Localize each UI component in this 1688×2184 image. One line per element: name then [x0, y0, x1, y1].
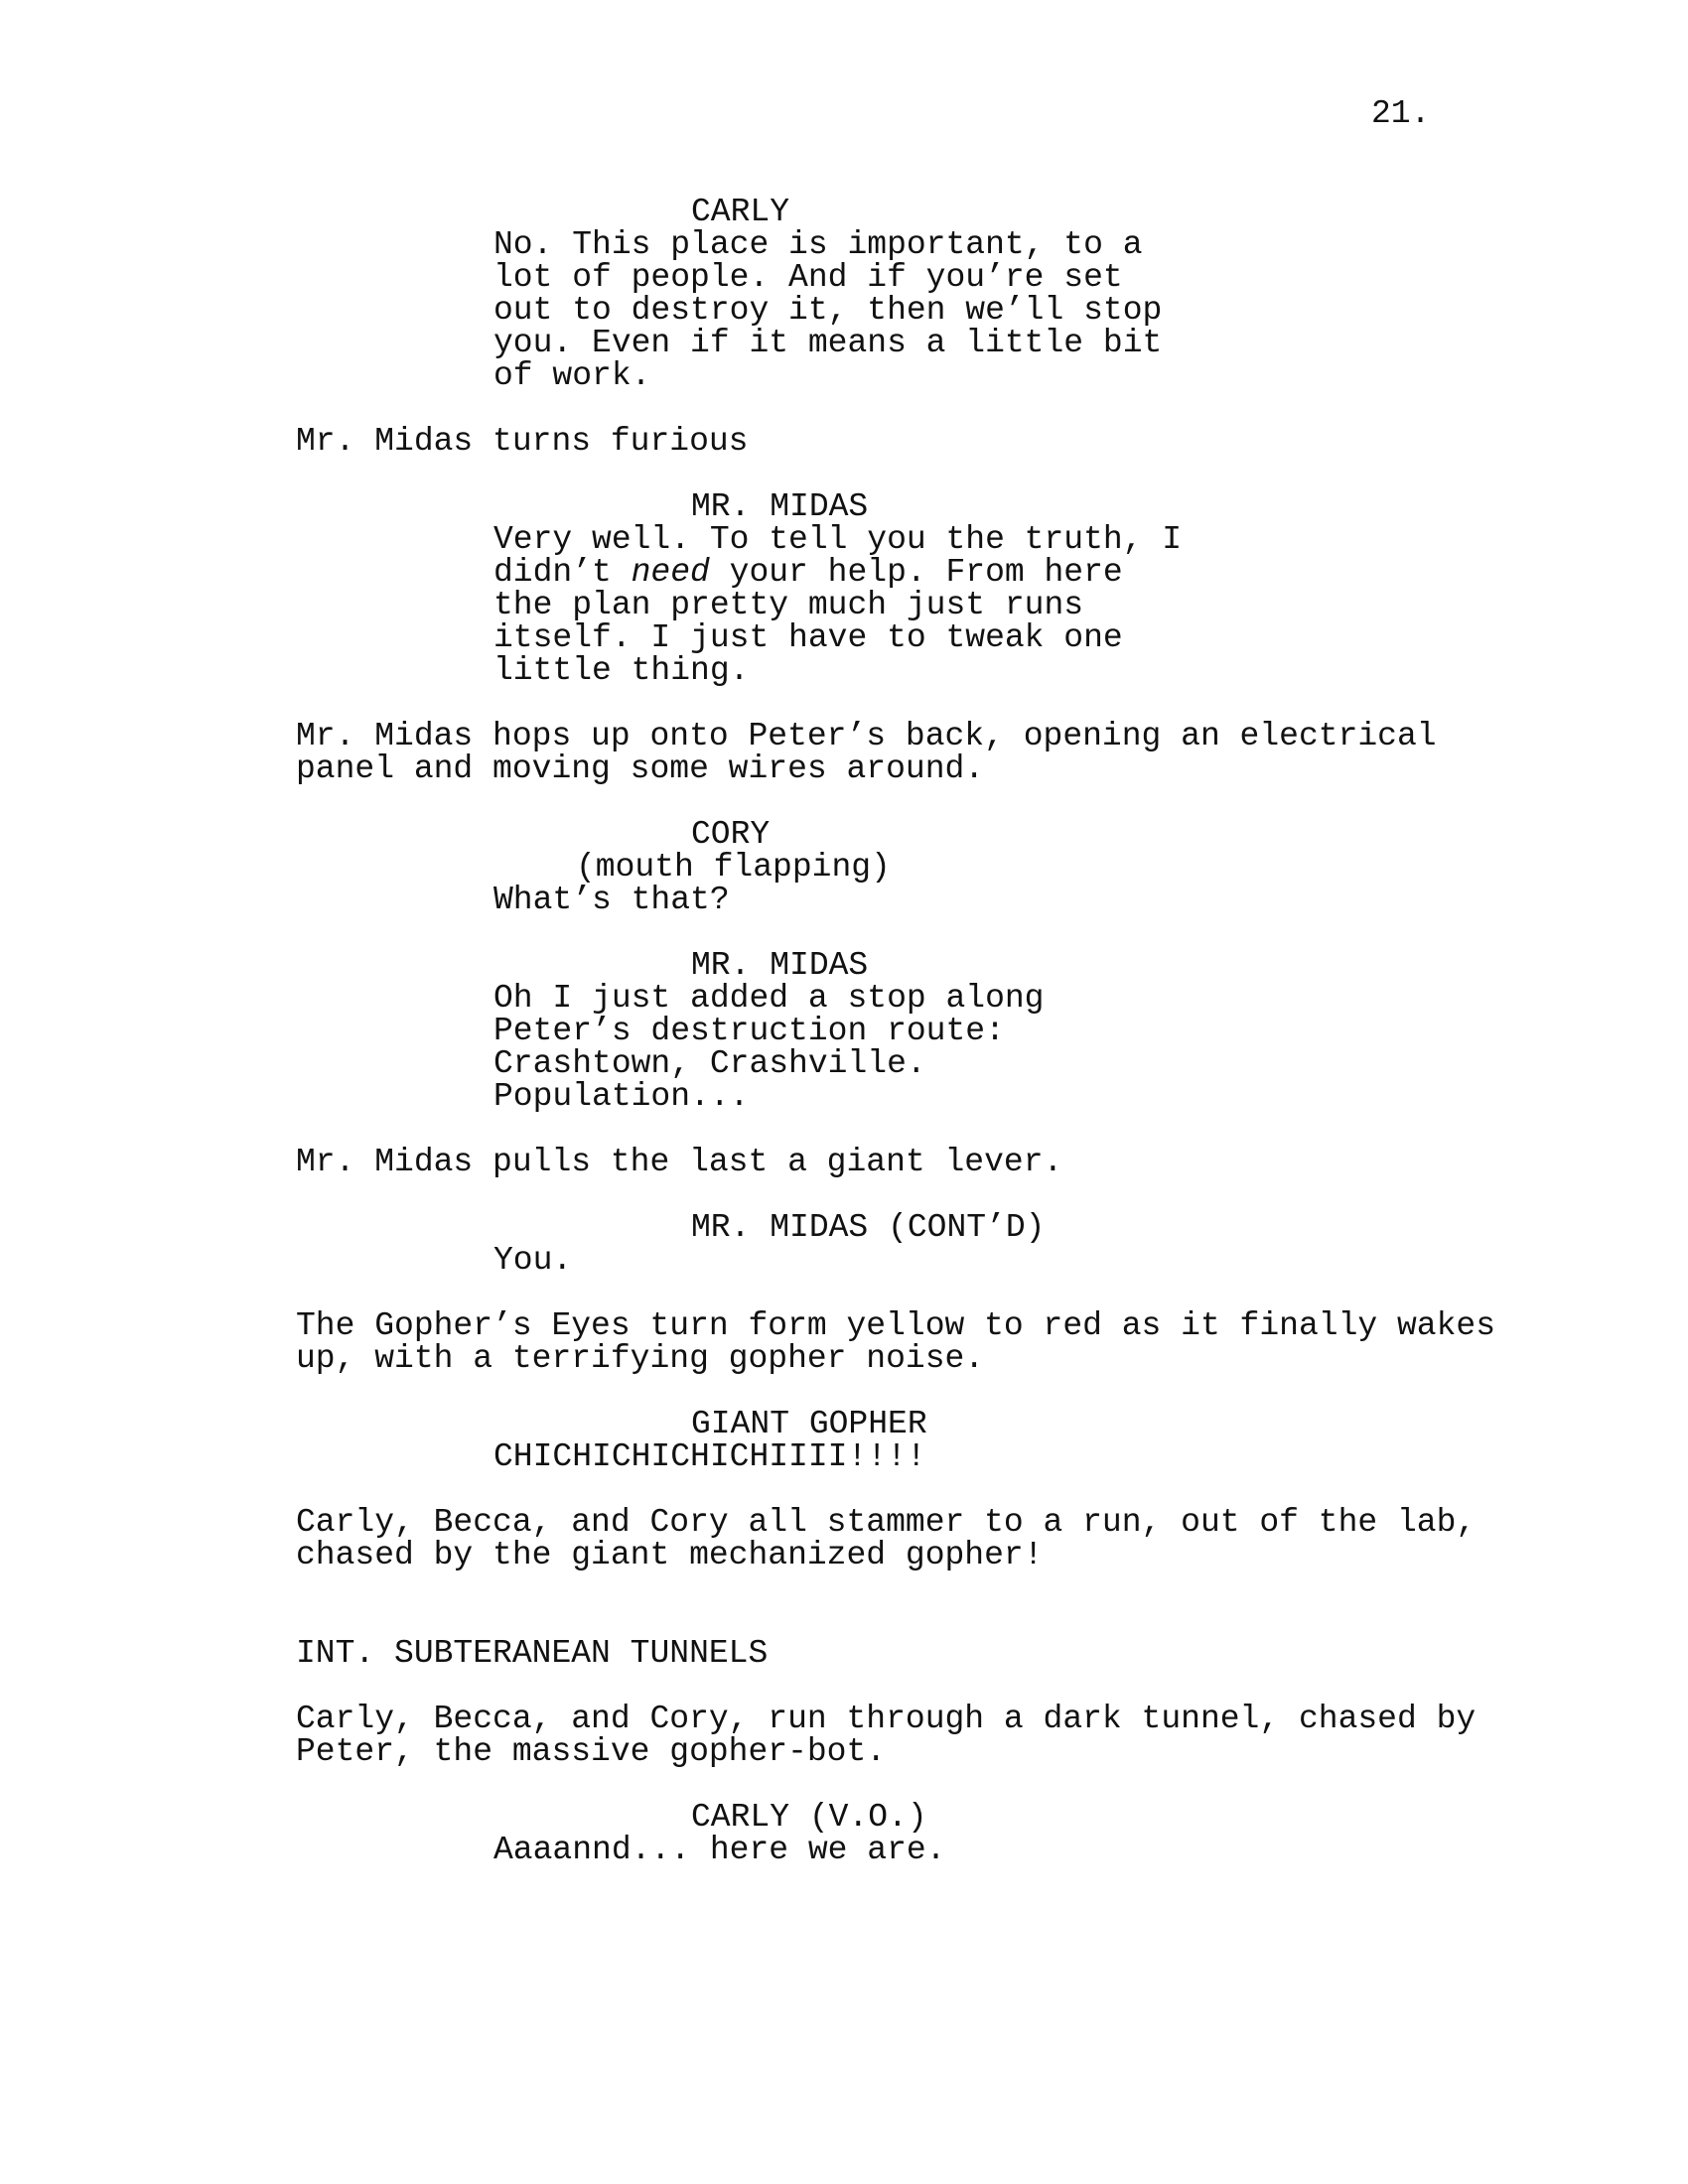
dialogue-line: Oh I just added a stop along — [493, 980, 1045, 1017]
dialogue-line: of work. — [493, 357, 651, 394]
dialogue-line: You. — [493, 1242, 573, 1279]
dialogue-line: What’s that? — [493, 882, 730, 918]
dialogue-text: didn’t — [493, 554, 632, 591]
action-line: Carly, Becca, and Cory all stammer to a run, out of the lab, — [296, 1504, 1477, 1541]
dialogue-text: your help. From here — [709, 554, 1123, 591]
action-line: The Gopher’s Eyes turn form yellow to red as it finally wakes — [296, 1307, 1495, 1344]
dialogue-line: the plan pretty much just runs — [493, 587, 1084, 623]
action-line: Mr. Midas turns furious — [296, 423, 749, 460]
dialogue-line — [493, 556, 1123, 589]
action-line: Carly, Becca, and Cory, run through a dark tunnel, chased by — [296, 1701, 1477, 1737]
action-line: chased by the giant mechanized gopher! — [296, 1537, 1044, 1573]
action-line: Mr. Midas hops up onto Peter’s back, opening an electrical — [296, 718, 1437, 754]
page-number: 21. — [1371, 95, 1431, 132]
character-name: CORY — [691, 816, 771, 853]
action-line: up, with a terrifying gopher noise. — [296, 1340, 985, 1377]
scene-heading: INT. SUBTERANEAN TUNNELS — [296, 1635, 769, 1672]
character-name: CARLY — [691, 194, 790, 230]
character-name: MR. MIDAS — [691, 947, 869, 984]
action-line: Mr. Midas pulls the last a giant lever. — [296, 1144, 1063, 1180]
parenthetical: (mouth flapping) — [576, 849, 891, 886]
dialogue-line: lot of people. And if you’re set — [493, 259, 1123, 296]
dialogue-line: Aaaannd... here we are. — [493, 1832, 946, 1868]
dialogue-line: Crashtown, Crashville. — [493, 1045, 926, 1082]
dialogue-line: itself. I just have to tweak one — [493, 619, 1123, 656]
dialogue-line: little thing. — [493, 652, 750, 689]
emphasized-word: need — [631, 554, 710, 591]
action-line: panel and moving some wires around. — [296, 751, 985, 787]
dialogue-line: Population... — [493, 1078, 750, 1115]
dialogue-line: No. This place is important, to a — [493, 226, 1143, 263]
character-name: MR. MIDAS — [691, 488, 869, 525]
dialogue-line: Very well. To tell you the truth, I — [493, 521, 1183, 558]
character-name: CARLY (V.O.) — [691, 1799, 927, 1836]
dialogue-line: CHICHICHICHICHIIII!!!! — [493, 1438, 926, 1475]
dialogue-line: Peter’s destruction route: — [493, 1013, 1005, 1049]
character-name: MR. MIDAS (CONT’D) — [691, 1209, 1046, 1246]
character-name: GIANT GOPHER — [691, 1406, 927, 1442]
action-line: Peter, the massive gopher-bot. — [296, 1733, 887, 1770]
dialogue-line: you. Even if it means a little bit — [493, 325, 1163, 361]
dialogue-line: out to destroy it, then we’ll stop — [493, 292, 1163, 329]
